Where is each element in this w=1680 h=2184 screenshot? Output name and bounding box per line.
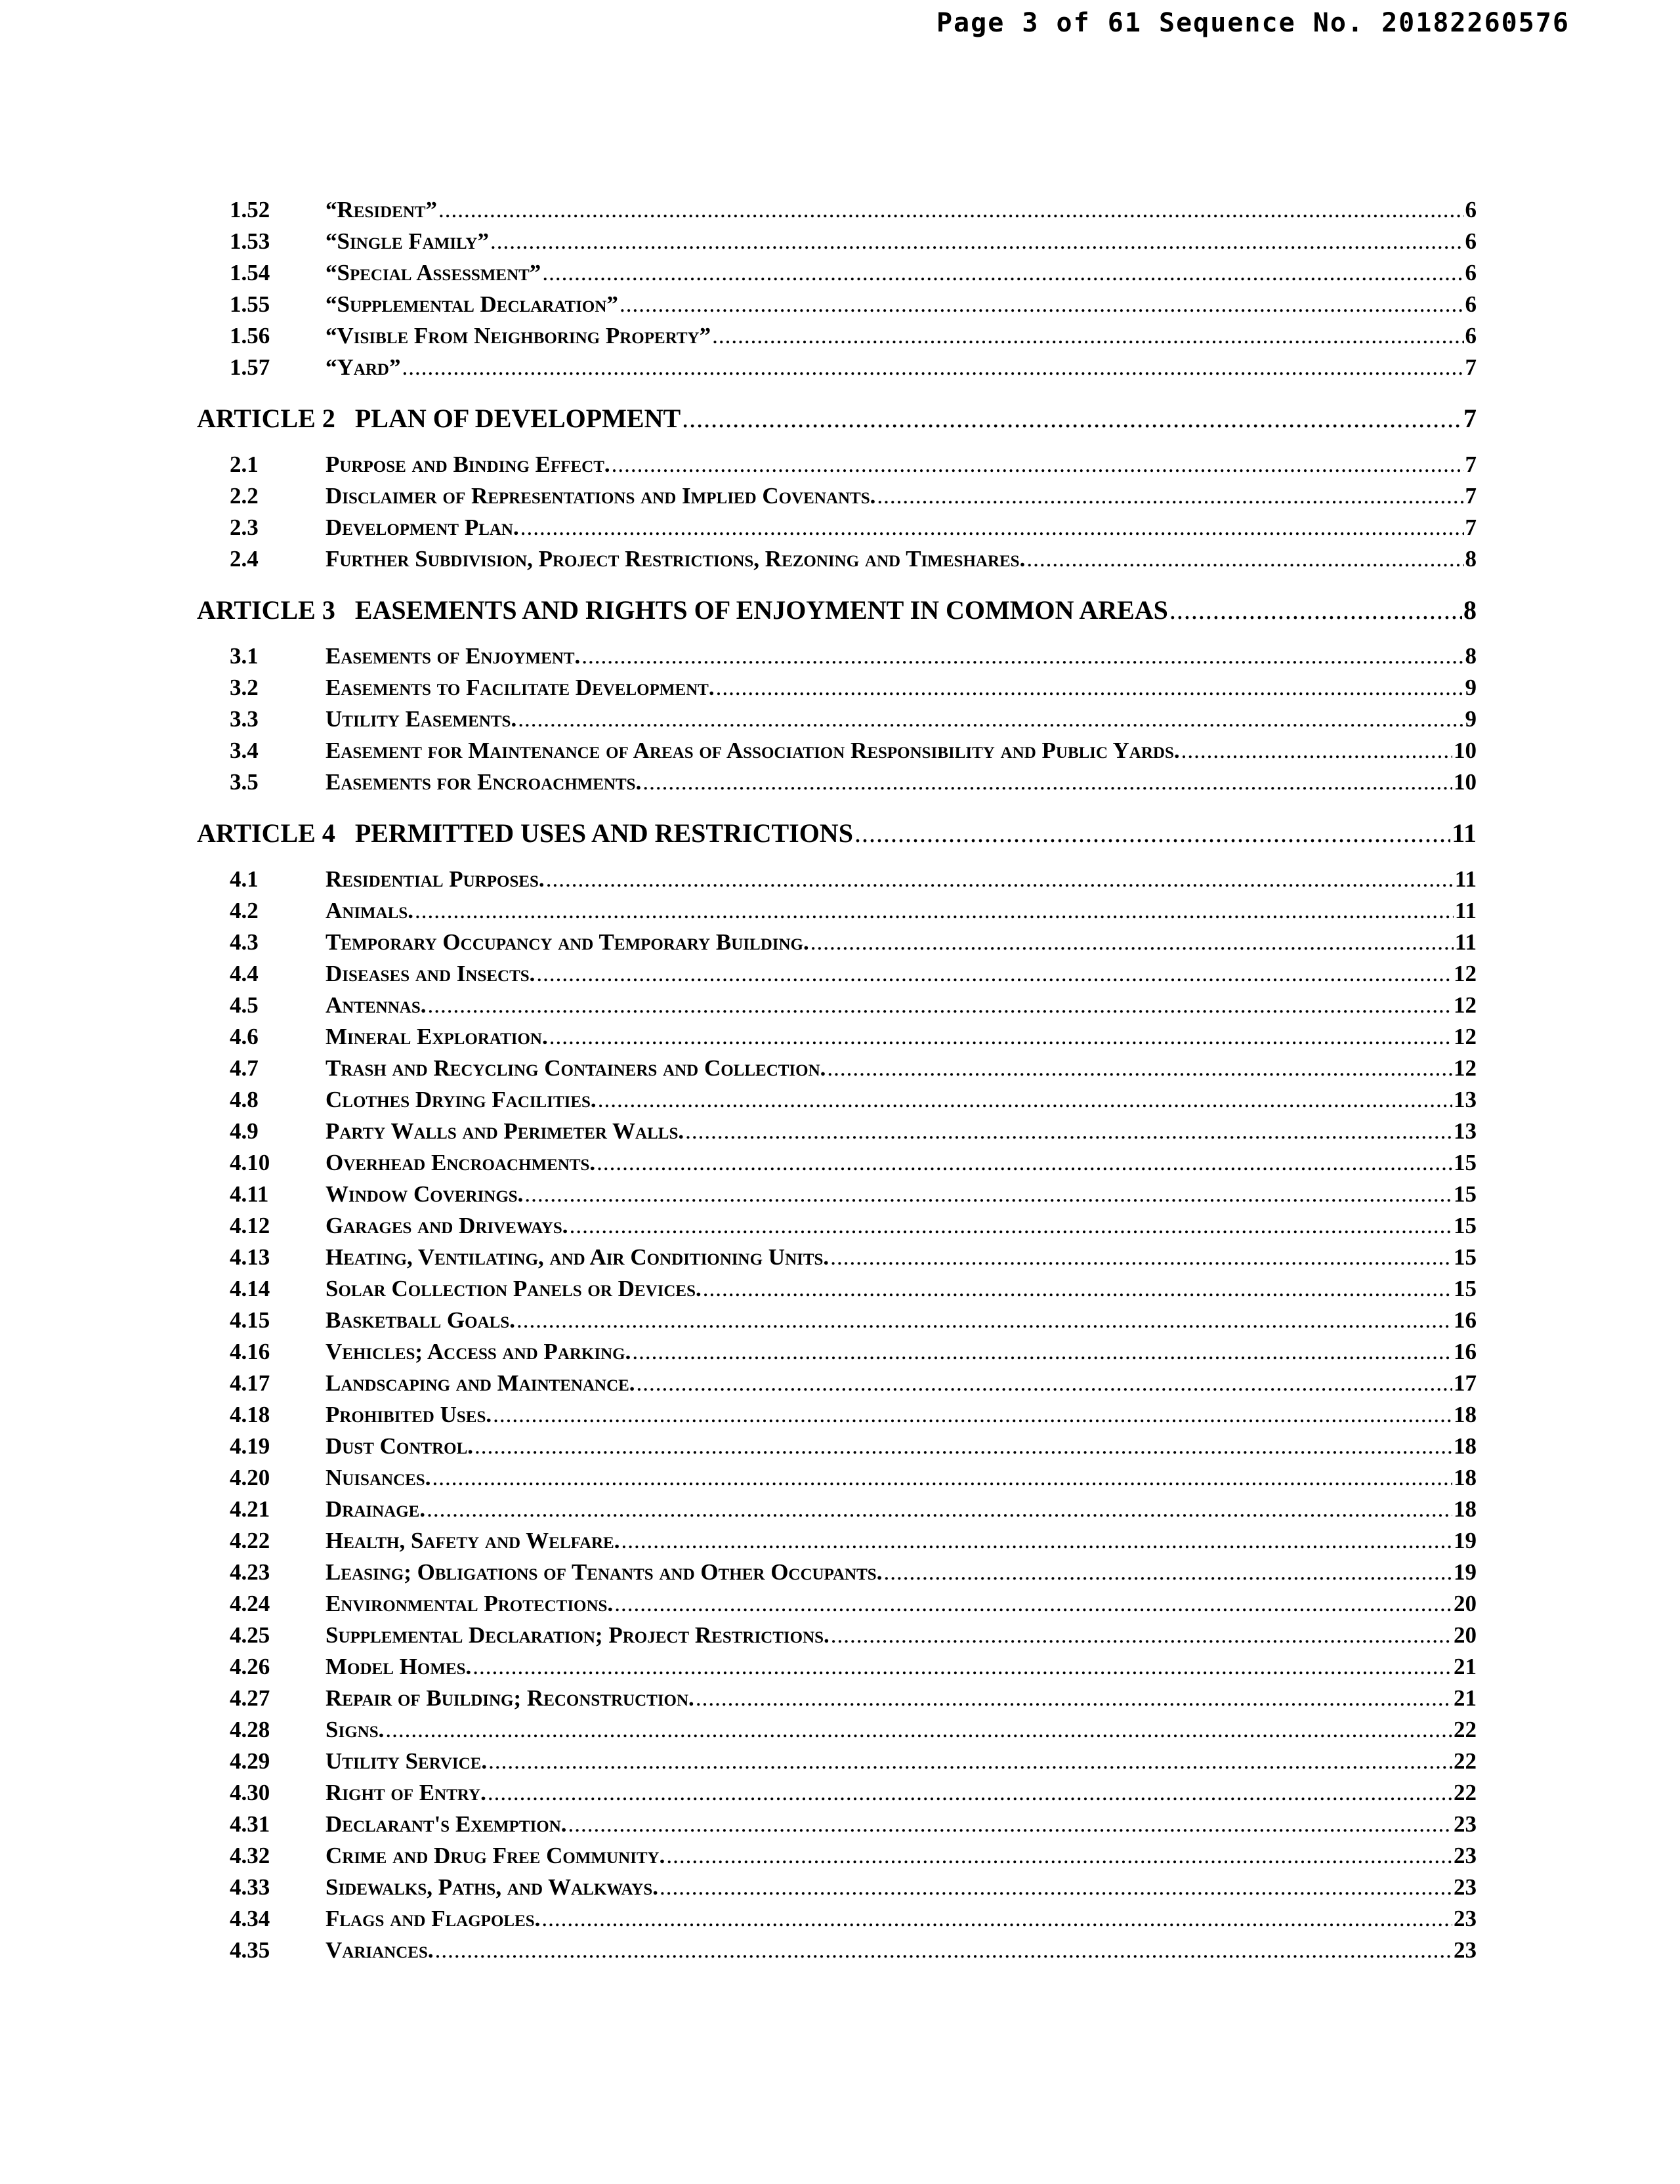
page-sequence-header: Page 3 of 61 Sequence No. 20182260576: [936, 8, 1570, 38]
section-number: 4.22: [230, 1528, 270, 1553]
page-number: 18: [1454, 1433, 1477, 1459]
dot-leader: [642, 769, 1452, 795]
dot-leader: [488, 1748, 1452, 1774]
page-number: 8: [1465, 643, 1477, 669]
dot-leader: [598, 1087, 1452, 1113]
section-number: 4.32: [230, 1843, 270, 1868]
section-number: 2.1: [230, 452, 259, 477]
toc-section-entry: [197, 1780, 1477, 1811]
section-number: 1.52: [230, 197, 270, 222]
article-title: ARTICLE 4 PERMITTED USES AND RESTRICTIONS: [197, 818, 853, 848]
section-title: Variances.: [326, 1937, 434, 1963]
section-number: 4.26: [230, 1654, 270, 1679]
dot-leader: [703, 1276, 1452, 1302]
toc-section-entry: [197, 675, 1477, 706]
section-number: 4.20: [230, 1465, 270, 1490]
section-title: Basketball Goals.: [326, 1307, 515, 1333]
page-number: 12: [1454, 961, 1477, 986]
section-number: 1.56: [230, 323, 270, 348]
page-number: 18: [1454, 1465, 1477, 1490]
section-title: “Supplemental Declaration”: [326, 291, 618, 317]
section-number: 4.15: [230, 1307, 270, 1333]
toc-section-entry: [197, 1717, 1477, 1748]
dot-leader: [614, 1591, 1452, 1617]
section-number: 4.9: [230, 1118, 259, 1144]
page-number: 19: [1454, 1559, 1477, 1585]
section-number: 4.31: [230, 1811, 270, 1837]
section-title: Nuisances.: [326, 1465, 431, 1490]
toc-section-entry: [197, 260, 1477, 291]
page-number: 6: [1465, 197, 1477, 222]
section-number: 4.6: [230, 1024, 259, 1049]
toc-section-entry: [197, 1433, 1477, 1465]
section-title: “Visible From Neighboring Property”: [326, 323, 711, 348]
section-number: 3.5: [230, 769, 259, 795]
section-title: Trash and Recycling Containers and Collection.: [326, 1055, 826, 1081]
page-number: 11: [1454, 929, 1477, 955]
toc-section-entry: [197, 1244, 1477, 1276]
dot-leader: [682, 403, 1462, 434]
section-number: 3.3: [230, 706, 259, 732]
section-title: Window Coverings.: [326, 1181, 524, 1207]
dot-leader: [830, 1244, 1452, 1270]
toc-section-entry: [197, 1811, 1477, 1843]
dot-leader: [415, 898, 1454, 924]
dot-leader: [385, 1717, 1452, 1743]
toc-section-entry: [197, 1118, 1477, 1150]
section-title: Landscaping and Maintenance.: [326, 1370, 635, 1396]
page-number: 12: [1454, 1024, 1477, 1049]
section-number: 3.1: [230, 643, 259, 669]
section-number: 1.53: [230, 228, 270, 254]
page-number: 11: [1452, 818, 1477, 848]
section-title: Antennas.: [326, 992, 427, 1018]
section-title: Sidewalks, Paths, and Walkways.: [326, 1874, 658, 1900]
dot-leader: [1169, 595, 1462, 625]
section-title: Health, Safety and Welfare.: [326, 1528, 620, 1553]
toc-section-entry: [197, 706, 1477, 738]
page-number: 23: [1454, 1874, 1477, 1900]
page-number: 10: [1454, 769, 1477, 795]
toc-section-entry: [197, 1181, 1477, 1213]
section-title: Vehicles; Access and Parking.: [326, 1339, 631, 1364]
dot-leader: [570, 1213, 1452, 1239]
dot-leader: [831, 1622, 1452, 1648]
toc-section-entry: [197, 1559, 1477, 1591]
dot-leader: [520, 514, 1464, 541]
dot-leader: [542, 260, 1463, 286]
toc-section-entry: [197, 1213, 1477, 1244]
page-number: 7: [1465, 452, 1477, 477]
dot-leader: [438, 197, 1463, 223]
dot-leader: [524, 1181, 1452, 1208]
section-title: Repair of Building; Reconstruction.: [326, 1685, 694, 1711]
page-number: 7: [1465, 514, 1477, 540]
section-number: 4.12: [230, 1213, 270, 1238]
section-title: Clothes Drying Facilities.: [326, 1087, 597, 1112]
toc-section-entry: [197, 1276, 1477, 1307]
dot-leader: [696, 1685, 1452, 1712]
section-title: Supplemental Declaration; Project Restrictions.: [326, 1622, 830, 1648]
section-number: 4.19: [230, 1433, 270, 1459]
section-number: 4.17: [230, 1370, 270, 1396]
section-number: 2.3: [230, 514, 259, 540]
section-title: Solar Collection Panels or Devices.: [326, 1276, 702, 1301]
section-title: Garages and Driveways.: [326, 1213, 568, 1238]
section-title: Crime and Drug Free Community.: [326, 1843, 665, 1868]
section-number: 1.57: [230, 354, 270, 380]
section-title: Model Homes.: [326, 1654, 472, 1679]
section-title: Flags and Flagpoles.: [326, 1906, 541, 1931]
section-title: Purpose and Binding Effect.: [326, 452, 610, 477]
page-number: 15: [1454, 1150, 1477, 1175]
toc-section-entry: [197, 738, 1477, 769]
section-number: 4.1: [230, 866, 259, 892]
dot-leader: [877, 483, 1463, 509]
toc-section-entry: [197, 929, 1477, 961]
section-title: Environmental Protections.: [326, 1591, 614, 1616]
page-number: 15: [1454, 1244, 1477, 1270]
section-title: Heating, Ventilating, and Air Conditioning Units.: [326, 1244, 830, 1270]
section-number: 4.2: [230, 898, 259, 923]
toc-section-entry: [197, 961, 1477, 992]
section-title: Right of Entry.: [326, 1780, 486, 1805]
dot-leader: [536, 961, 1452, 987]
page-number: 7: [1463, 404, 1477, 433]
toc-section-entry: [197, 1528, 1477, 1559]
section-title: Residential Purposes.: [326, 866, 545, 892]
page-number: 11: [1454, 898, 1477, 923]
toc-section-entry: [197, 1591, 1477, 1622]
dot-leader: [1026, 546, 1463, 572]
toc-section-entry: [197, 1496, 1477, 1528]
page-number: 23: [1454, 1937, 1477, 1963]
dot-leader: [541, 1906, 1452, 1932]
dot-leader: [402, 354, 1463, 381]
dot-leader: [516, 1307, 1452, 1334]
dot-leader: [428, 992, 1453, 1018]
page-number: 13: [1454, 1087, 1477, 1112]
section-number: 4.11: [230, 1181, 269, 1207]
section-title: Temporary Occupancy and Temporary Building.: [326, 929, 809, 955]
section-title: Mineral Exploration.: [326, 1024, 548, 1049]
page-number: 18: [1454, 1402, 1477, 1427]
toc-section-entry: [197, 1024, 1477, 1055]
section-title: Leasing; Obligations of Tenants and Other Occupants.: [326, 1559, 883, 1585]
dot-leader: [637, 1370, 1452, 1396]
dot-leader: [810, 929, 1454, 956]
dot-leader: [568, 1811, 1452, 1838]
section-title: Further Subdivision, Project Restrictions, Rezoning and Timeshares.: [326, 546, 1026, 572]
toc-section-entry: [197, 1307, 1477, 1339]
toc-section-entry: [197, 1465, 1477, 1496]
dot-leader: [427, 1496, 1452, 1522]
section-title: “Resident”: [326, 197, 438, 222]
toc-section-entry: [197, 1370, 1477, 1402]
toc-section-entry: [197, 197, 1477, 228]
dot-leader: [549, 1024, 1452, 1050]
toc-section-entry: [197, 1402, 1477, 1433]
toc-section-entry: [197, 228, 1477, 260]
page-number: 16: [1454, 1307, 1477, 1333]
section-number: 4.18: [230, 1402, 270, 1427]
section-number: 4.29: [230, 1748, 270, 1774]
toc-section-entry: [197, 1622, 1477, 1654]
section-title: “Yard”: [326, 354, 401, 380]
section-title: Disclaimer of Representations and Implied Covenants.: [326, 483, 876, 509]
section-number: 4.10: [230, 1150, 270, 1175]
section-title: Easement for Maintenance of Areas of Association Responsibility and Public Yards.: [326, 738, 1180, 763]
section-number: 3.4: [230, 738, 259, 763]
toc-section-entry: [197, 323, 1477, 354]
dot-leader: [621, 1528, 1452, 1554]
toc-section-entry: [197, 1150, 1477, 1181]
page-number: 6: [1465, 260, 1477, 285]
page-number: 17: [1454, 1370, 1477, 1396]
page-number: 16: [1454, 1339, 1477, 1364]
dot-leader: [712, 323, 1463, 349]
dot-leader: [493, 1402, 1452, 1428]
page-number: 6: [1465, 228, 1477, 254]
toc-article-entry: [197, 818, 1477, 854]
section-number: 2.2: [230, 483, 259, 509]
section-title: Easements to Facilitate Development.: [326, 675, 715, 700]
page-number: 22: [1454, 1780, 1477, 1805]
section-number: 4.33: [230, 1874, 270, 1900]
section-title: Overhead Encroachments.: [326, 1150, 596, 1175]
toc-section-entry: [197, 1339, 1477, 1370]
section-title: Party Walls and Perimeter Walls.: [326, 1118, 684, 1144]
section-number: 4.35: [230, 1937, 270, 1963]
dot-leader: [827, 1055, 1452, 1082]
page-number: 20: [1454, 1622, 1477, 1648]
toc-section-entry: [197, 898, 1477, 929]
page-number: 22: [1454, 1717, 1477, 1742]
section-title: Declarant's Exemption.: [326, 1811, 567, 1837]
section-number: 1.54: [230, 260, 270, 285]
dot-leader: [597, 1150, 1452, 1176]
section-number: 4.24: [230, 1591, 270, 1616]
dot-leader: [1181, 738, 1452, 764]
dot-leader: [518, 706, 1463, 732]
toc-section-entry: [197, 1654, 1477, 1685]
page-number: 12: [1454, 1055, 1477, 1081]
section-number: 4.23: [230, 1559, 270, 1585]
page-number: 21: [1454, 1685, 1477, 1711]
section-title: Drainage.: [326, 1496, 426, 1522]
toc-section-entry: [197, 769, 1477, 801]
toc-section-entry: [197, 483, 1477, 514]
section-title: Easements of Enjoyment.: [326, 643, 581, 669]
page-number: 15: [1454, 1181, 1477, 1207]
section-title: Prohibited Uses.: [326, 1402, 492, 1427]
section-number: 4.30: [230, 1780, 270, 1805]
section-number: 4.8: [230, 1087, 259, 1112]
page-number: 15: [1454, 1276, 1477, 1301]
toc-section-entry: [197, 1748, 1477, 1780]
dot-leader: [612, 452, 1464, 478]
section-title: Development Plan.: [326, 514, 519, 540]
page-number: 23: [1454, 1811, 1477, 1837]
toc-section-entry: [197, 866, 1477, 898]
dot-leader: [632, 1339, 1452, 1365]
section-title: Utility Service.: [326, 1748, 488, 1774]
toc-section-entry: [197, 452, 1477, 483]
toc-section-entry: [197, 1874, 1477, 1906]
dot-leader: [620, 291, 1464, 318]
page-number: 7: [1465, 354, 1477, 380]
page-number: 8: [1463, 595, 1477, 625]
dot-leader: [472, 1654, 1452, 1680]
section-title: “Special Assessment”: [326, 260, 541, 285]
toc-section-entry: [197, 1685, 1477, 1717]
section-number: 1.55: [230, 291, 270, 317]
page-number: 21: [1454, 1654, 1477, 1679]
toc-section-entry: [197, 1937, 1477, 1969]
page-number: 23: [1454, 1906, 1477, 1931]
section-title: Easements for Encroachments.: [326, 769, 642, 795]
dot-leader: [435, 1937, 1452, 1964]
section-number: 4.5: [230, 992, 259, 1018]
dot-leader: [488, 1780, 1452, 1806]
page-number: 19: [1454, 1528, 1477, 1553]
dot-leader: [581, 643, 1463, 669]
page-number: 18: [1454, 1496, 1477, 1522]
page-number: 20: [1454, 1591, 1477, 1616]
dot-leader: [660, 1874, 1452, 1900]
section-number: 4.34: [230, 1906, 270, 1931]
page-number: 7: [1465, 483, 1477, 509]
dot-leader: [490, 228, 1464, 255]
page-number: 10: [1454, 738, 1477, 763]
section-number: 4.27: [230, 1685, 270, 1711]
page-number: 9: [1465, 675, 1477, 700]
toc-section-entry: [197, 992, 1477, 1024]
section-title: Utility Easements.: [326, 706, 517, 732]
section-title: Signs.: [326, 1717, 385, 1742]
page-number: 12: [1454, 992, 1477, 1018]
page-number: 23: [1454, 1843, 1477, 1868]
section-title: Diseases and Insects.: [326, 961, 536, 986]
dot-leader: [432, 1465, 1452, 1491]
page-number: 15: [1454, 1213, 1477, 1238]
page-number: 13: [1454, 1118, 1477, 1144]
section-number: 4.16: [230, 1339, 270, 1364]
section-title: Dust Control.: [326, 1433, 474, 1459]
section-number: 3.2: [230, 675, 259, 700]
toc-section-entry: [197, 1055, 1477, 1087]
page-number: 9: [1465, 706, 1477, 732]
toc-section-entry: [197, 1087, 1477, 1118]
section-number: 4.7: [230, 1055, 259, 1081]
section-number: 4.25: [230, 1622, 270, 1648]
toc-section-entry: [197, 1906, 1477, 1937]
dot-leader: [546, 866, 1454, 892]
toc-section-entry: [197, 514, 1477, 546]
section-number: 4.28: [230, 1717, 270, 1742]
toc-section-entry: [197, 546, 1477, 578]
dot-leader: [685, 1118, 1452, 1144]
section-number: 2.4: [230, 546, 259, 572]
section-title: Animals.: [326, 898, 414, 923]
section-number: 4.21: [230, 1496, 270, 1522]
page-number: 6: [1465, 291, 1477, 317]
dot-leader: [716, 675, 1464, 701]
dot-leader: [474, 1433, 1452, 1460]
section-number: 4.13: [230, 1244, 270, 1270]
section-number: 4.4: [230, 961, 259, 986]
section-title: “Single Family”: [326, 228, 489, 254]
page-number: 8: [1465, 546, 1477, 572]
toc-article-entry: [197, 595, 1477, 631]
page-number: 6: [1465, 323, 1477, 348]
dot-leader: [666, 1843, 1452, 1869]
toc-section-entry: [197, 291, 1477, 323]
article-title: ARTICLE 2 PLAN OF DEVELOPMENT: [197, 404, 681, 433]
page-number: 11: [1454, 866, 1477, 892]
toc-section-entry: [197, 643, 1477, 675]
toc-section-entry: [197, 354, 1477, 386]
toc-section-entry: [197, 1843, 1477, 1874]
dot-leader: [854, 818, 1450, 849]
toc-article-entry: [197, 403, 1477, 440]
section-number: 4.14: [230, 1276, 270, 1301]
page-number: 22: [1454, 1748, 1477, 1774]
dot-leader: [883, 1559, 1452, 1586]
section-number: 4.3: [230, 929, 259, 955]
article-title: ARTICLE 3 EASEMENTS AND RIGHTS OF ENJOYMENT IN COMMON AREAS: [197, 595, 1168, 625]
